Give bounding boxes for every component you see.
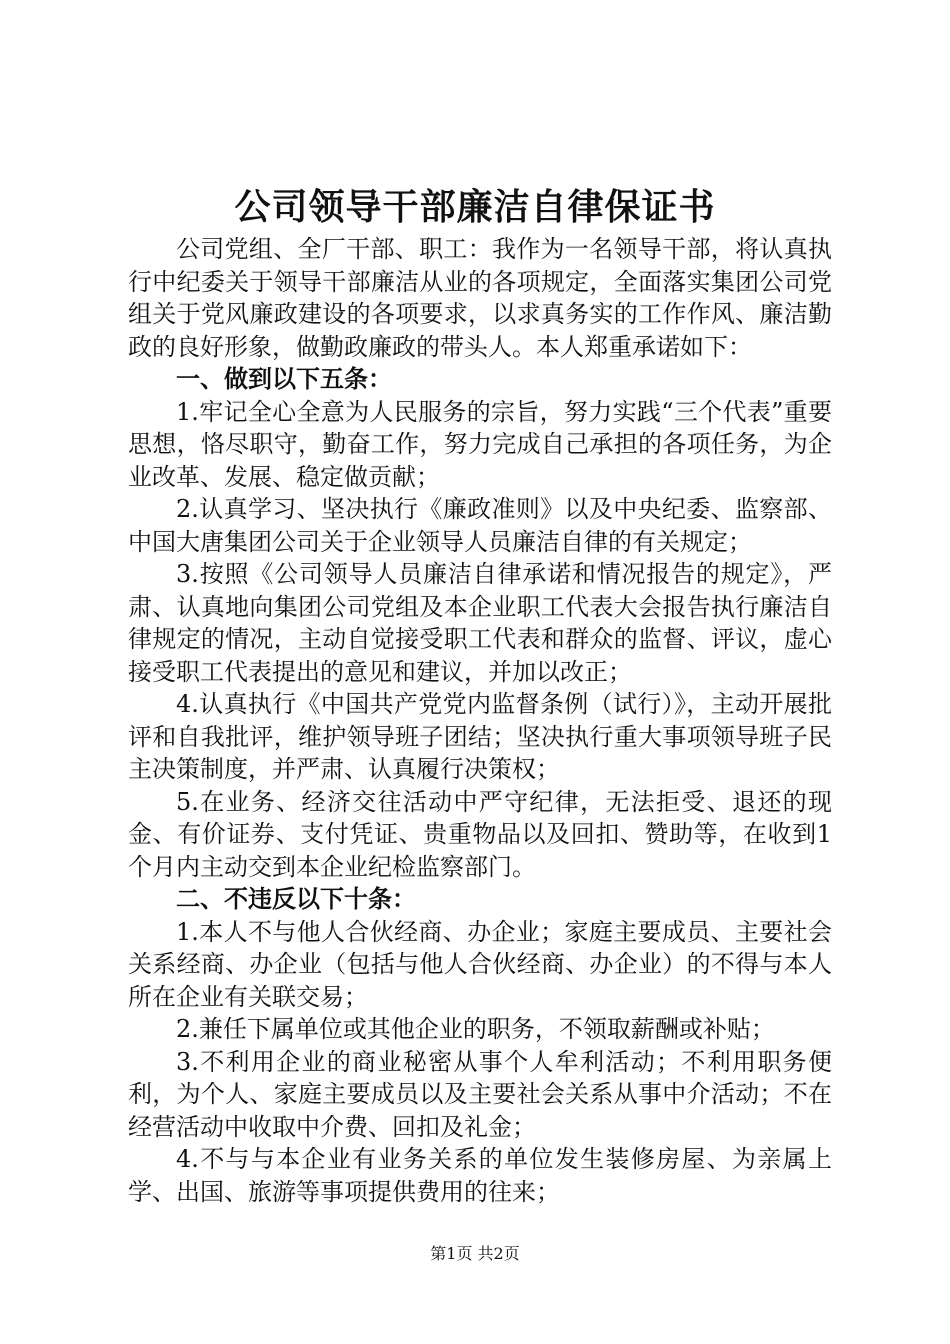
section-1-item: 3.按照《公司领导人员廉洁自律承诺和情况报告的规定》，严肃、认真地向集团公司党组及本企业职工代表大会报告执行廉洁自律规定的情况，主动自觉接受职工代表和群众的监督、评议，虚心接受职工代表提出的意见和建议，并加以改正； xyxy=(128,560,832,686)
section-1-item: 1.牢记全心全意为人民服务的宗旨，努力实践“三个代表”重要思想，恪尽职守，勤奋工作，努力完成自己承担的各项任务，为企业改革、发展、稳定做贡献； xyxy=(128,397,832,491)
section-1-item: 2.认真学习、坚决执行《廉政准则》以及中央纪委、监察部、中国大唐集团公司关于企业领导人员廉洁自律的有关规定； xyxy=(128,495,832,556)
section-1-heading: 一、做到以下五条： xyxy=(176,365,392,393)
section-2-heading: 二、不违反以下十条： xyxy=(176,885,416,913)
page-footer: 第1页 共2页 xyxy=(430,1244,520,1263)
section-2-item: 1.本人不与他人合伙经商、办企业；家庭主要成员、主要社会关系经商、办企业（包括与他人合伙经商、办企业）的不得与本人所在企业有关联交易； xyxy=(128,917,832,1011)
section-1-item: 5.在业务、经济交往活动中严守纪律，无法拒受、退还的现金、有价证券、支付凭证、贵重物品以及回扣、赞助等，在收到1个月内主动交到本企业纪检监察部门。 xyxy=(128,787,832,881)
section-2-item: 4.不与与本企业有业务关系的单位发生装修房屋、为亲属上学、出国、旅游等事项提供费用的往来； xyxy=(128,1145,832,1206)
intro-paragraph: 公司党组、全厂干部、职工：我作为一名领导干部，将认真执行中纪委关于领导干部廉洁从业的各项规定，全面落实集团公司党组关于党风廉政建设的各项要求，以求真务实的工作作风、廉洁勤政的良好形象，做勤政廉政的带头人。本人郑重承诺如下： xyxy=(128,235,832,361)
section-1-item: 4.认真执行《中国共产党党内监督条例（试行）》，主动开展批评和自我批评，维护领导班子团结；坚决执行重大事项领导班子民主决策制度，并严肃、认真履行决策权； xyxy=(128,690,832,783)
document-body xyxy=(128,233,832,1208)
document-title: 公司领导干部廉洁自律保证书 xyxy=(234,187,716,228)
section-2-item: 2.兼任下属单位或其他企业的职务，不领取薪酬或补贴； xyxy=(176,1015,775,1043)
section-2-item: 3.不利用企业的商业秘密从事个人牟利活动；不利用职务便利，为个人、家庭主要成员以及主要社会关系从事中介活动；不在经营活动中收取中介费、回扣及礼金； xyxy=(128,1047,832,1141)
